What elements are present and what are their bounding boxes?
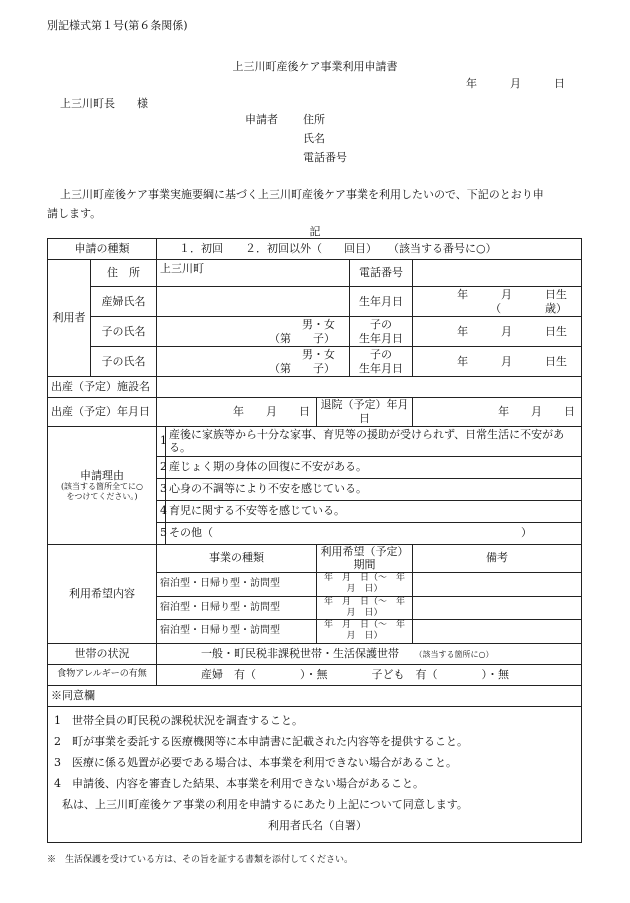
child-birthdate-field[interactable]: 年 月 日生: [413, 317, 582, 347]
household-status-label: 世帯の状況: [48, 643, 157, 664]
birth-date-label: 出産（予定）年月日: [48, 398, 157, 427]
ki-mark: 記: [309, 225, 321, 238]
usage-period-field[interactable]: 年 月 日（～ 年 月 日）: [317, 596, 413, 620]
application-type-options[interactable]: １．初回 ２．初回以外（ 回目） （該当する番号に○）: [157, 239, 582, 260]
birth-facility-label: 出産（予定）施設名: [48, 377, 157, 398]
child-birthdate-label: 子の 生年月日: [350, 347, 413, 377]
mother-age: （ 歳）: [490, 301, 568, 315]
consent-item: 3 医療に係る処置が必要である場合は、本事業を利用できない場合があること。: [54, 755, 457, 769]
usage-period-field[interactable]: 年 月 日（～ 年 月 日）: [317, 620, 413, 644]
mother-birthdate-date: 年 月 日生: [457, 287, 568, 301]
service-type-option[interactable]: 宿泊型・日帰り型・訪問型: [157, 596, 317, 620]
application-form-table: [47, 238, 582, 843]
application-reason-label: 申請理由 (該当する箇所全てに○ をつけてください。): [48, 426, 157, 544]
reason-text: 産後に家族等から十分な家事、育児等の援助が受けられず、日常生活に不安がある。: [166, 426, 582, 456]
food-allergy-label: 食物アレルギーの有無: [48, 664, 157, 685]
reason-number[interactable]: 5: [157, 522, 166, 544]
remarks-field[interactable]: [413, 573, 582, 597]
child-birthdate-field[interactable]: 年 月 日生: [413, 347, 582, 377]
reason-number[interactable]: 4: [157, 500, 166, 522]
consent-statement: 私は、上三川町産後ケア事業の利用を申請するにあたり上記について同意します。: [62, 797, 468, 811]
child-order: （第 子）: [269, 331, 335, 345]
household-status-values[interactable]: 一般・町民税非課税世帯・生活保護世帯: [201, 646, 399, 660]
service-type-option[interactable]: 宿泊型・日帰り型・訪問型: [157, 620, 317, 644]
child-name-label: 子の氏名: [91, 347, 157, 377]
remarks-field[interactable]: [413, 596, 582, 620]
phone-field[interactable]: [413, 260, 582, 287]
birth-facility-field[interactable]: [157, 377, 582, 398]
intro-line-2: 請します。: [47, 207, 102, 220]
applicant-name-label: 氏名: [303, 132, 325, 145]
remarks-field[interactable]: [413, 620, 582, 644]
address-field[interactable]: 上三川町: [157, 260, 350, 287]
mother-birthdate-label: 生年月日: [350, 287, 413, 317]
child-sex[interactable]: 男・女: [302, 347, 335, 361]
addressee: 上三川町長 様: [60, 97, 148, 110]
address-label: 住 所: [91, 260, 157, 287]
reason-text: その他（ ）: [166, 522, 582, 544]
birth-date-field[interactable]: 年 月 日: [157, 398, 317, 427]
user-section-label: 利用者: [48, 260, 91, 377]
mother-name-label: 産婦氏名: [91, 287, 157, 317]
service-type-option[interactable]: 宿泊型・日帰り型・訪問型: [157, 573, 317, 597]
child-order: （第 子）: [269, 361, 335, 375]
period-header: 利用希望（予定）期間: [317, 544, 413, 573]
applicant-label: 申請者: [245, 113, 278, 126]
footnote: ※ 生活保護を受けている方は、その旨を証する書類を添付してください。: [47, 855, 354, 865]
signature-label[interactable]: 利用者氏名（自署）: [268, 818, 368, 832]
consent-item: 2 町が事業を委託する医療機関等に本申請書に記載された内容等を提供すること。: [54, 734, 468, 748]
child-name-field[interactable]: [157, 347, 350, 377]
consent-title: ※同意欄: [48, 686, 581, 707]
application-date: 年 月 日: [466, 77, 565, 90]
reason-text: 心身の不調等により不安を感じている。: [166, 478, 582, 500]
household-status-options[interactable]: [157, 643, 582, 664]
child-name-field[interactable]: [157, 317, 350, 347]
household-status-note: （該当する箇所に○）: [414, 649, 494, 659]
document-title: 上三川町産後ケア事業利用申請書: [232, 60, 398, 73]
reason-number[interactable]: 2: [157, 456, 166, 478]
mother-birthdate-field[interactable]: [413, 287, 582, 317]
discharge-date-field[interactable]: 年 月 日: [413, 398, 582, 427]
reason-number[interactable]: 1: [157, 426, 166, 456]
child-sex[interactable]: 男・女: [302, 317, 335, 331]
phone-label: 電話番号: [350, 260, 413, 287]
intro-line-1: 上三川町産後ケア事業実施要綱に基づく上三川町産後ケア事業を利用したいので、下記のとおり申: [60, 188, 544, 201]
applicant-phone-label: 電話番号: [303, 151, 347, 164]
form-number: 別記様式第１号(第６条関係): [47, 19, 188, 32]
remarks-header: 備考: [413, 544, 582, 573]
usage-period-field[interactable]: 年 月 日（～ 年 月 日）: [317, 573, 413, 597]
consent-section: [48, 685, 582, 842]
consent-item: 1 世帯全員の町民税の課税状況を調査すること。: [54, 713, 303, 727]
reason-text: 育児に関する不安等を感じている。: [166, 500, 582, 522]
applicant-address-label: 住所: [303, 113, 325, 126]
reason-number[interactable]: 3: [157, 478, 166, 500]
desired-usage-label: 利用希望内容: [48, 544, 157, 643]
application-type-label: 申請の種類: [48, 239, 157, 260]
food-allergy-options[interactable]: 産婦 有（ ）・無 子ども 有（ ）・無: [157, 664, 582, 685]
service-type-header: 事業の種類: [157, 544, 317, 573]
consent-item: 4 申請後、内容を審査した結果、本事業を利用できない場合があること。: [54, 776, 424, 790]
discharge-date-label: 退院（予定）年月日: [317, 398, 413, 427]
reason-text: 産じょく期の身体の回復に不安がある。: [166, 456, 582, 478]
mother-name-field[interactable]: [157, 287, 350, 317]
child-birthdate-label: 子の 生年月日: [350, 317, 413, 347]
child-name-label: 子の氏名: [91, 317, 157, 347]
